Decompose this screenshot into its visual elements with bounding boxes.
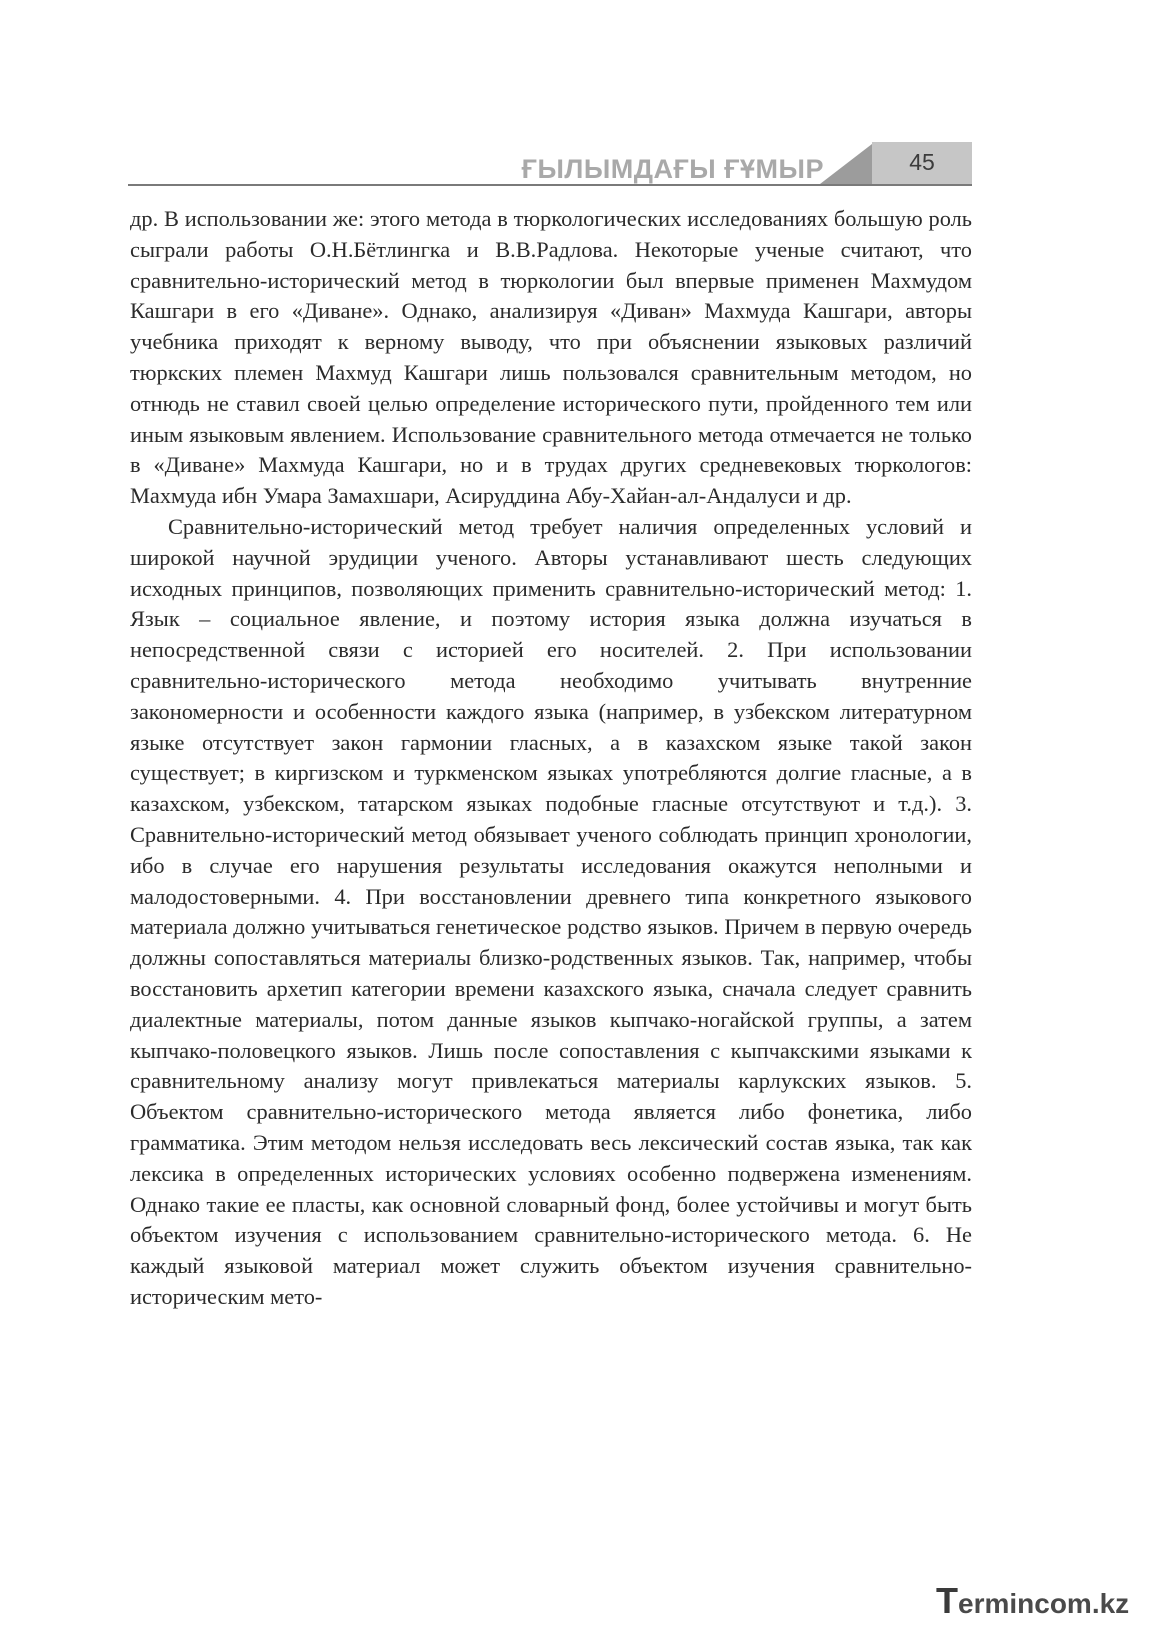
paragraph-1: др. В использовании же: этого метода в тюркологических исследованиях большую роль сыграли работы О.Н.Бётлингка и В.В.Радлова. Некоторые ученые считают, что сравнительно-исторический метод в тюркологии был впервые применен Махмудом Кашгари в его «Диване». Однако, анализируя «Диван» Махмуда Кашгари, авторы учебника приходят к верному выводу, что при объяснении языковых различий тюркских племен Махмуд Кашгари лишь пользовался сравнительным методом, но отнюдь не ставил своей целью определение исторического пути, пройденного тем или иным языковым явлением. Использование сравнительного метода отмечается не только в «Диване» Махмуда Кашгари, но и в трудах других средневековых тюркологов: Махмуда ибн Умара Замахшари, Асируддина Абу-Хайан-ал-Андалуси и др. — [130, 206, 972, 509]
page-number-box — [872, 142, 972, 184]
page-number: 45 — [909, 149, 935, 175]
running-header-title: ҒЫЛЫМДАҒЫ ҒҰМЫР — [521, 154, 824, 184]
watermark-first-letter: T — [936, 1580, 958, 1621]
watermark-rest: ermincom.kz — [958, 1588, 1130, 1619]
header-rule — [128, 184, 972, 186]
header-decorative-wedge — [820, 144, 872, 184]
site-watermark-logo — [936, 1580, 1129, 1622]
paragraph-2: Сравнительно-исторический метод требует наличия определенных условий и широкой научной эрудиции ученого. Авторы устанавливают шесть следующих исходных принципов, позволяющих применить сравнительно-исторический метод: 1. Язык – социальное явление, и поэтому история языка должна изучаться в непосредственной связи с историей его носителей. 2. При использовании сравнительно-исторического метода необходимо учитывать внутренние закономерности и особенности каждого языка (например, в узбекском литературном языке отсутствует закон гармонии гласных, а в казахском языке такой закон существует; в киргизском и туркменском языках употребляются долгие гласные, а в казахском, узбекском, татарском языках подобные гласные отсутствуют и т.д.). 3. Сравнительно-исторический метод обязывает ученого соблюдать принцип хронологии, ибо в случае его нарушения результаты исследования окажутся неполными и малодостоверными. 4. При восстановлении древнего типа конкретного языкового материала должно учитываться генетическое родство языков. Причем в первую очередь должны сопоставляться материалы близко-родственных языков. Так, например, чтобы восстановить архетип категории времени казахского языка, сначала следует сравнить диалектные материалы, потом данные языков кыпчако-ногайской группы, а затем кыпчако-половецкого языков. Лишь после сопоставления с кыпчакскими языками к сравнительному анализу могут привлекаться материалы карлукских языков. 5. Объектом сравнительно-исторического метода является либо фонетика, либо грамматика. Этим методом нельзя исследовать весь лексический состав языка, так как лексика в определенных исторических условиях особенно подвержена изменениям. Однако такие ее пласты, как основной словарный фонд, более устойчивы и могут быть объектом изучения с использованием сравнительно-исторического метода. 6. Не каждый языковой материал может служить объектом изучения сравнительно-историческим мето- — [130, 513, 972, 1309]
running-header — [128, 138, 972, 186]
body-text — [130, 204, 972, 1313]
